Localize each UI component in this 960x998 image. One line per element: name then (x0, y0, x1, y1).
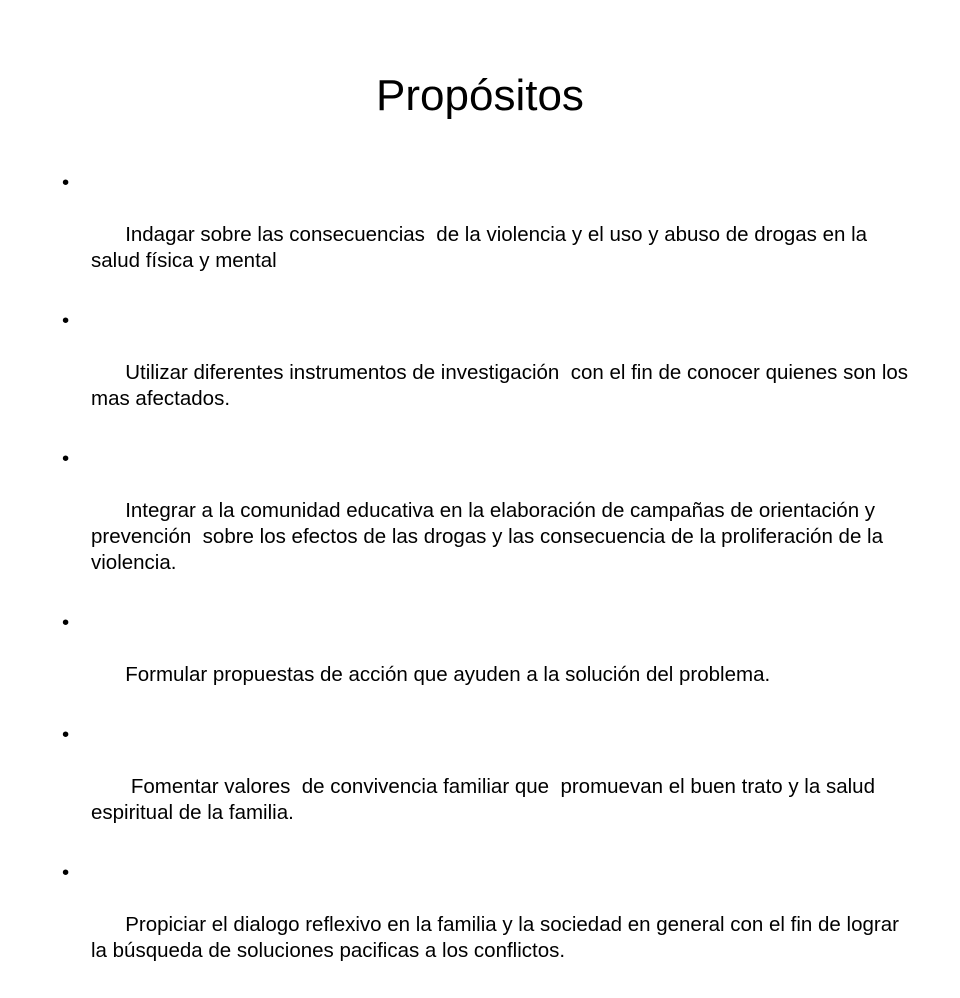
bullet-item (48, 860, 912, 990)
bullet-text: Formular propuestas de acción que ayuden a la solución del problema. (125, 663, 771, 686)
bullet-text: Integrar a la comunidad educativa en la elaboración de campañas de orientación y prevención sobre los efectos de las drogas y las consecuencia de la proliferación de la violencia. (91, 499, 889, 574)
bullet-icon: • (62, 309, 70, 332)
bullet-item (48, 308, 912, 438)
slide-title: Propósitos (376, 71, 584, 120)
bullet-text: Utilizar diferentes instrumentos de investigación con el fin de conocer quienes son los mas afectados. (91, 361, 914, 410)
bullet-icon: • (62, 447, 70, 470)
bullet-text: Fomentar valores de convivencia familiar que promuevan el buen trato y la salud espiritual de la familia. (91, 775, 881, 824)
bullet-item (48, 170, 912, 300)
bullet-item (48, 722, 912, 852)
bullet-text: Propiciar el dialogo reflexivo en la familia y la sociedad en general con el fin de lograr la búsqueda de soluciones pacificas a los conflictos. (91, 913, 905, 962)
bullet-list (48, 170, 912, 998)
bullet-item (48, 446, 912, 602)
bullet-icon: • (62, 861, 70, 884)
bullet-text: Indagar sobre las consecuencias de la violencia y el uso y abuso de drogas en la salud física y mental (91, 223, 873, 272)
bullet-icon: • (62, 171, 70, 194)
bullet-icon: • (62, 611, 70, 634)
bullet-item (48, 610, 912, 714)
bullet-icon: • (62, 723, 70, 746)
